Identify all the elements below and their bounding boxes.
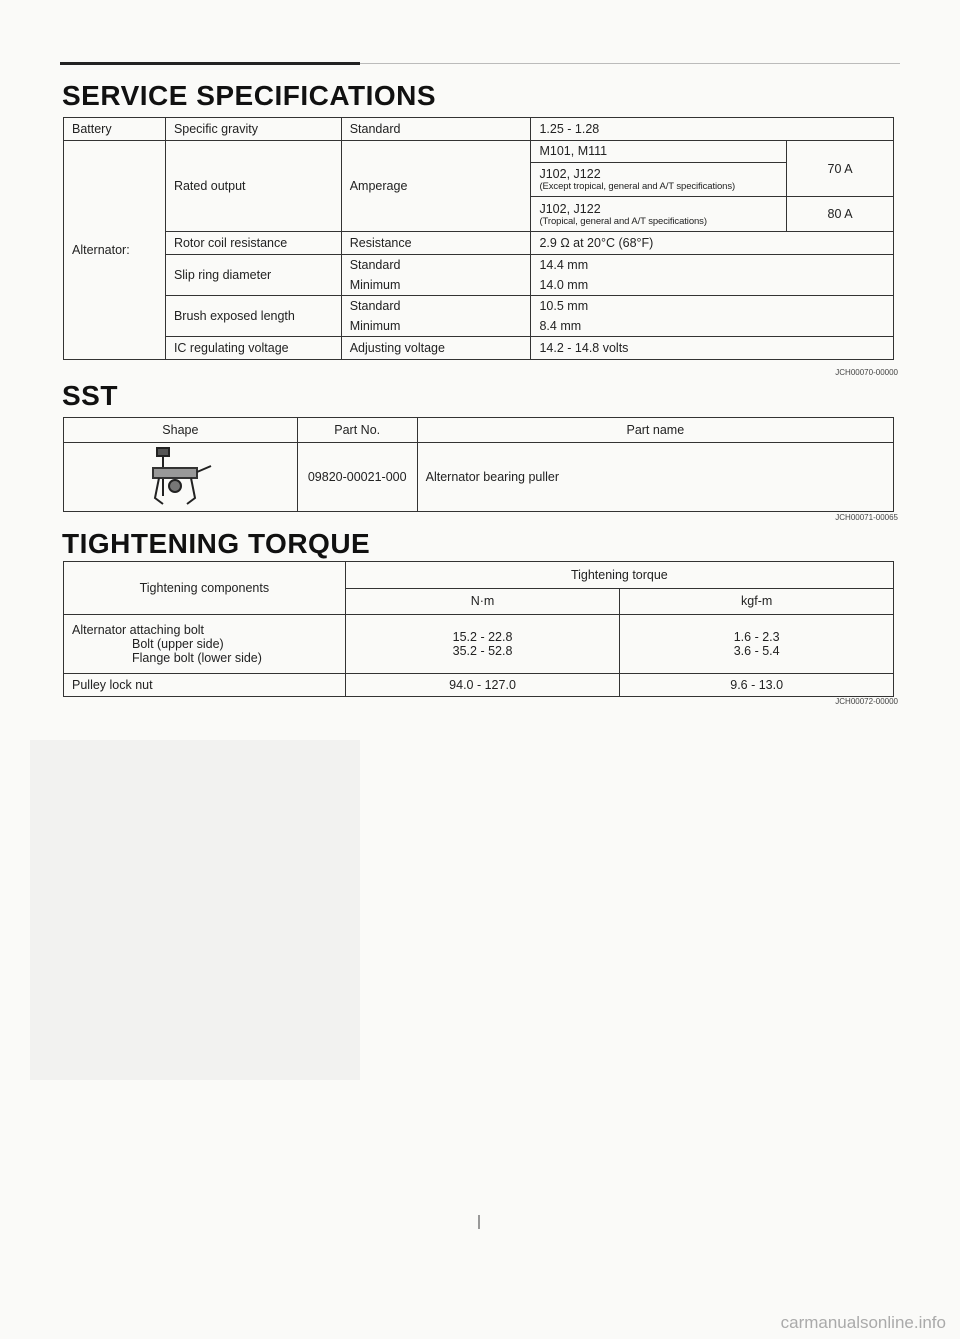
sst-table (63, 417, 894, 512)
torque-header-nm: N·m (345, 588, 620, 615)
torque-value: 1.6 - 2.3 (733, 630, 780, 644)
battery-condition: Standard (341, 118, 531, 141)
torque-component-alternator (64, 615, 346, 674)
model-name: J102, J122 (539, 201, 601, 216)
ic-item: IC regulating voltage (165, 337, 341, 360)
rated-output-amp-70: 70 A (787, 141, 894, 197)
table-row (64, 118, 894, 141)
rated-output-item: Rated output (165, 141, 341, 232)
brush-cond-standard: Standard (341, 296, 531, 317)
rotor-condition: Resistance (341, 232, 531, 255)
sst-header-part-name: Part name (417, 418, 893, 443)
slip-cond-standard: Standard (341, 255, 531, 276)
table-row (64, 615, 894, 674)
torque-header-kgfm: kgf-m (620, 588, 894, 615)
model-note: (Tropical, general and A/T specifications) (539, 215, 707, 227)
brush-value-standard: 10.5 mm (531, 296, 894, 317)
rated-output-model-2 (531, 162, 787, 197)
torque-nm-alternator (345, 615, 620, 674)
slip-value-minimum: 14.0 mm (531, 275, 894, 296)
sst-header-shape: Shape (64, 418, 298, 443)
table-row (64, 562, 894, 589)
sst-shape-cell (64, 443, 298, 512)
torque-nm-pulley: 94.0 - 127.0 (345, 674, 620, 697)
brush-item: Brush exposed length (165, 296, 341, 337)
footer-url: carmanualsonline.info (780, 1313, 946, 1332)
table-row (64, 255, 894, 276)
service-code: JCH00070-00000 (835, 368, 898, 377)
torque-kgfm-alternator (620, 615, 894, 674)
slip-value-standard: 14.4 mm (531, 255, 894, 276)
service-specifications-table (63, 117, 894, 360)
tightening-torque-title: TIGHTENING TORQUE (62, 528, 371, 559)
ic-value: 14.2 - 14.8 volts (531, 337, 894, 360)
rated-output-amp-80: 80 A (787, 197, 894, 232)
table-row (64, 418, 894, 443)
slip-item: Slip ring diameter (165, 255, 341, 296)
torque-header-components: Tightening components (64, 562, 346, 615)
brush-cond-minimum: Minimum (341, 316, 531, 337)
rotor-item: Rotor coil resistance (165, 232, 341, 255)
battery-item: Specific gravity (165, 118, 341, 141)
table-row (64, 296, 894, 317)
torque-header-torque: Tightening torque (345, 562, 893, 589)
faint-bleedthrough (30, 740, 360, 1080)
tightening-torque-table (63, 561, 894, 697)
table-row (64, 232, 894, 255)
brush-value-minimum: 8.4 mm (531, 316, 894, 337)
component-line: Flange bolt (lower side) (132, 651, 262, 665)
service-specifications-title: SERVICE SPECIFICATIONS (62, 80, 437, 111)
rotor-value: 2.9 Ω at 20°C (68°F) (531, 232, 894, 255)
sst-part-no: 09820-00021-000 (297, 443, 417, 512)
rated-output-model-1: M101, M111 (531, 141, 787, 163)
rated-output-model-3 (531, 197, 787, 232)
torque-kgfm-pulley: 9.6 - 13.0 (620, 674, 894, 697)
table-row (64, 674, 894, 697)
table-row (64, 337, 894, 360)
torque-value: 3.6 - 5.4 (733, 644, 780, 658)
rated-output-condition: Amperage (341, 141, 531, 232)
ic-condition: Adjusting voltage (341, 337, 531, 360)
battery-value: 1.25 - 1.28 (531, 118, 894, 141)
bearing-puller-tool-icon (145, 446, 215, 508)
sst-title: SST (62, 380, 118, 411)
top-rule (60, 62, 360, 65)
torque-value: 35.2 - 52.8 (452, 644, 513, 658)
top-rule-thin (360, 63, 900, 64)
model-name: J102, J122 (539, 167, 601, 182)
table-row (64, 141, 894, 163)
torque-value: 15.2 - 22.8 (452, 630, 513, 644)
slip-cond-minimum: Minimum (341, 275, 531, 296)
torque-component-pulley: Pulley lock nut (64, 674, 346, 697)
page-mark (478, 1215, 480, 1229)
sst-part-name: Alternator bearing puller (417, 443, 893, 512)
torque-code: JCH00072-00000 (835, 697, 898, 706)
battery-label: Battery (64, 118, 166, 141)
table-row (64, 443, 894, 512)
component-line: Alternator attaching bolt (72, 623, 205, 637)
component-line: Bolt (upper side) (132, 637, 224, 651)
model-note: (Except tropical, general and A/T specifications) (539, 181, 736, 193)
sst-code: JCH00071-00065 (835, 513, 898, 522)
sst-header-part-no: Part No. (297, 418, 417, 443)
alternator-label: Alternator: (64, 141, 166, 360)
